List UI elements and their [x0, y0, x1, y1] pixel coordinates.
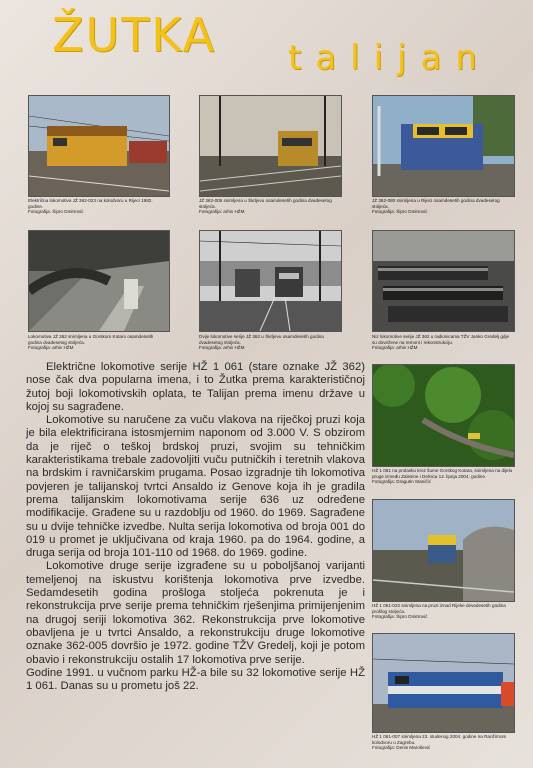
photo-caption: Lokomotiva JŽ 362 snimljena u Gorskom Kotaru osamdesetih godina dvadesetog stoljeća. Fotografija: arhiv HŽM	[28, 334, 154, 351]
photo-locomotive-zagreb-yard	[372, 633, 515, 733]
photo-caption: JŽ 362-080 snimljena u Rijeci osamdesetih godina dvadesetog stoljeća. Fotografija: Šipro Dmitrović	[372, 198, 500, 215]
paragraph: Godine 1991. u vučnom parku HŽ-a bile su 32 lokomotive serije HŽ 1 061. Danas su u prometu još 22.	[26, 666, 365, 693]
photo-locomotives-workshop	[372, 230, 515, 332]
photo-locomotive-rijeka	[372, 95, 515, 197]
photo-caption: JŽ 362-005 snimljena u Škrljevu osamdesetih godina dvadesetog stoljeća. Fotografija: arhiv HŽM	[199, 198, 332, 215]
page-subtitle: talijan	[288, 38, 491, 78]
photo-caption: HŽ 1 061 na prolasku kroz šume Gorskog Kotara, snimljena na dijelu pruge između Zalesine i Delnica 12. lipnja 2004. godine. Fotografija: Dragutin Staničić	[372, 468, 513, 485]
photo-caption: HŽ 1 061-007 snimljena 23. studenog 2004. godine na Ranžirnom kolodvoru u Zagrebu. Fotografija: Denis Marošević	[372, 734, 507, 751]
photo-locomotive-forest	[372, 364, 515, 467]
photo-locomotive-rijeka-station	[28, 95, 170, 197]
photo-locomotive-above-rijeka	[372, 499, 515, 602]
page-title: ŽUTKA	[52, 8, 217, 62]
photo-two-locomotives-skrljevo	[199, 230, 342, 332]
photo-locomotive-gorski-kotar	[28, 230, 170, 332]
article-body	[26, 361, 365, 693]
photo-caption: Električna lokomotiva JŽ 362-023 na kolodvoru u Rijeci 1982. godine. Fotografija: Šipro Dmitrović	[28, 198, 153, 215]
paragraph: Električne lokomotive serije HŽ 1 061 (stare oznake JŽ 362) nose čak dva popularna imena, i to Žutka prema karakterističnoj žutoj boji lokomotivskih oplata, te Talijan prema imenu države u kojoj su sagrađene.	[26, 361, 365, 413]
photo-caption: Niz lokomotive serije JŽ 362 u radionicama TŽV Janko Gredelj gdje su dovežene na remont i rekonstrukciju. Fotografija: arhiv HŽM	[372, 334, 510, 351]
paragraph: Lokomotive su naručene za vuču vlakova na riječkoj pruzi koja je bila elektrificirana istosmjernim naponom od 3.000 V. S obzirom da je riječ o teškoj brdskoj pruzi, svojim su tehničkim karakteristikama trebale zadovoljiti vuču putničkih i teretnih vlakova na brdskim i ravničarskim prugama. Posao izgradnje tih lokomotiva povjeren je talijanskoj tvrtci Ansaldo iz Genove koja ih je gradila prema talijanskim lokomotivama serije 636 uz određene modifikacije. Građene su u razdoblju od 1960. do 1969. Sagrađene su u dvije tehničke izvedbe. Nulta serija lokomotiva od broja 001 do 019 u promet je uključivana od kraja 1960. pa do 1964. godine, a druga serija od broja 101-110 od 1968. do 1969. godine.	[26, 414, 365, 560]
photo-caption: Dvije lokomotive serije JŽ 362 u Škrljevu osamdesetih godina dvadesetog stoljeća. Fotografija: arhiv HŽM	[199, 334, 324, 351]
paragraph: Lokomotive druge serije izgrađene su u poboljšanoj varijanti temeljenoj na iskustvu korištenja lokomotiva prve izvedbe. Sedamdesetih godina prošloga stoljeća pokrenuta je i rekonstrukcija prve serije prema tehničkim rješenjima primijenjenim na drugoj seriji lokomotiva 362. Rekonstrukcija prve lokomotive obavljena je u tvrtci Ansaldo, a rekonstrukciju druge lokomotive oznake 362-005 dovršio je 1972. godine TŽV Gredelj, koji je potom obavio i rekonstrukciju ostalih 17 lokomotiva prve serije.	[26, 560, 365, 666]
photo-locomotive-skrljevo	[199, 95, 342, 197]
photo-caption: HŽ 1 061-022 snimljena na pruzi iznad Rijeke devedesetih godina prošlog stoljeća. Fotografija: Šipro Dmitrović	[372, 603, 506, 620]
